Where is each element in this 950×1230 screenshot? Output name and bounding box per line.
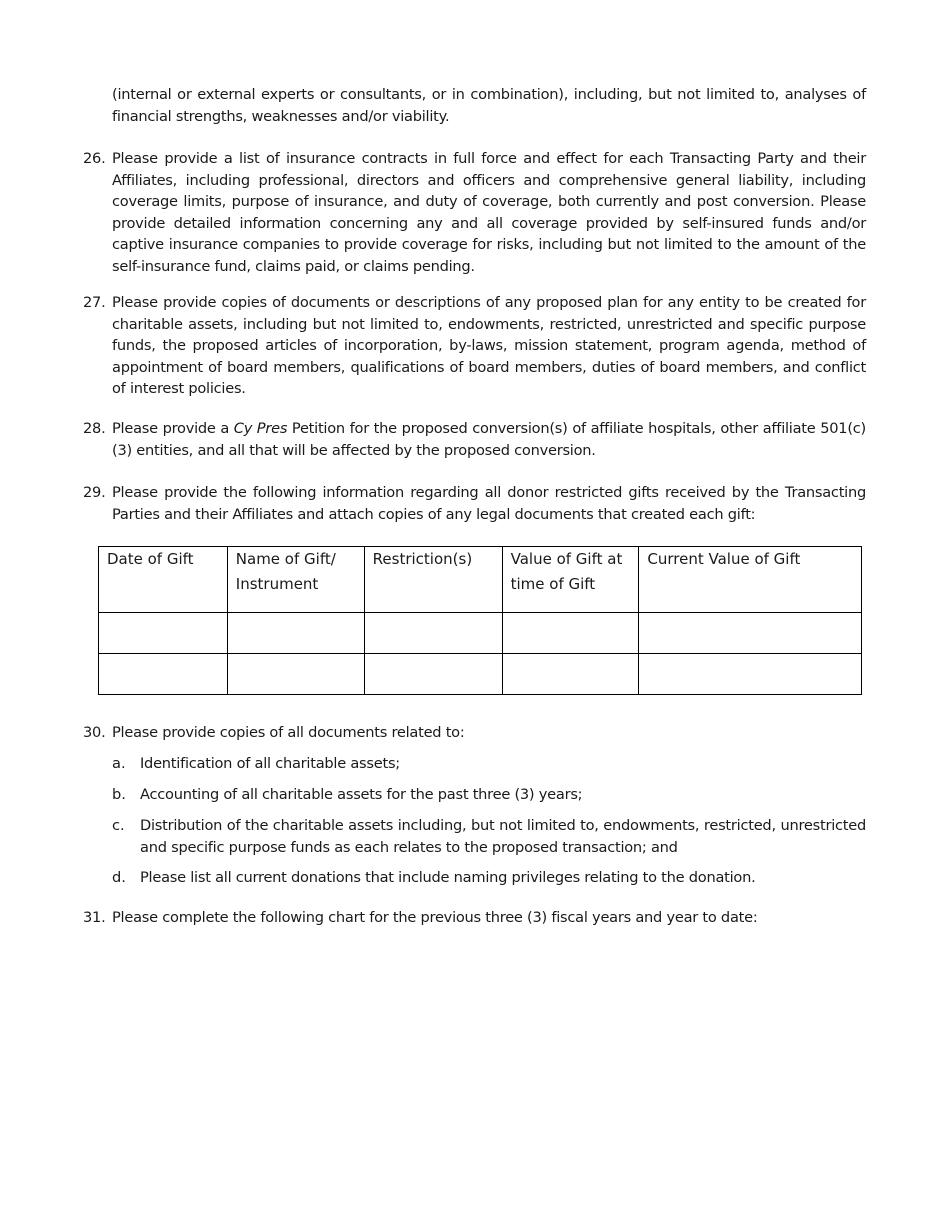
subitem-c-letter: c. bbox=[112, 817, 125, 834]
table-row bbox=[99, 613, 862, 654]
subitem-b-text: Accounting of all charitable assets for the past three (3) years; bbox=[140, 786, 583, 803]
header-value-at-time: Value of Gift at time of Gift bbox=[502, 547, 639, 613]
item-28-cy-pres: Cy Pres bbox=[233, 420, 288, 437]
item-30-number: 30. bbox=[83, 724, 106, 741]
table-cell[interactable] bbox=[364, 654, 502, 695]
item-28-text-after: Petition for the proposed conversion(s) of affiliate hospitals, other affiliate 501(c)(3) entities, and all that will be affected by the proposed conversion. bbox=[112, 420, 866, 459]
item-31-text: Please complete the following chart for the previous three (3) fiscal years and year to date: bbox=[112, 909, 758, 926]
subitem-c-text: Distribution of the charitable assets including, but not limited to, endowments, restricted, unrestricted and specific purpose funds as each relates to the proposed transaction; and bbox=[140, 817, 866, 856]
subitem-b-letter: b. bbox=[112, 786, 126, 803]
table-cell[interactable] bbox=[227, 654, 364, 695]
item-31-number: 31. bbox=[83, 909, 106, 926]
table-cell[interactable] bbox=[502, 613, 639, 654]
item-29-text: Please provide the following information regarding all donor restricted gifts received by the Transacting Parties and their Affiliates and attach copies of any legal documents that created each gift: bbox=[112, 484, 866, 523]
table-row bbox=[99, 654, 862, 695]
item-26-number: 26. bbox=[83, 150, 106, 167]
subitem-a-text: Identification of all charitable assets; bbox=[140, 755, 400, 772]
header-date-of-gift: Date of Gift bbox=[99, 547, 228, 613]
item-26-text: Please provide a list of insurance contracts in full force and effect for each Transacting Party and their Affiliates, including professional, directors and officers and comprehensive general liability, including coverage limits, purpose of insurance, and duty of coverage, both currently and post conversion. Please provide detailed information concerning any and all coverage provided by self-insured funds and/or captive insurance companies to provide coverage for risks, including but not limited to the amount of the self-insurance fund, claims paid, or claims pending. bbox=[112, 150, 866, 275]
item-28-number: 28. bbox=[83, 420, 106, 437]
subitem-d-letter: d. bbox=[112, 869, 126, 886]
header-restrictions: Restriction(s) bbox=[364, 547, 502, 613]
subitem-d-text: Please list all current donations that include naming privileges relating to the donation. bbox=[140, 869, 756, 886]
table-cell[interactable] bbox=[502, 654, 639, 695]
table-header-row bbox=[99, 547, 862, 613]
item-27-text: Please provide copies of documents or descriptions of any proposed plan for any entity to be created for charitable assets, including but not limited to, endowments, restricted, unrestricted and specific purpose funds, the proposed articles of incorporation, by-laws, mission statement, program agenda, method of appointment of board members, qualifications of board members, duties of board members, and conflict of interest policies. bbox=[112, 294, 866, 397]
table-cell[interactable] bbox=[227, 613, 364, 654]
item-30-text: Please provide copies of all documents related to: bbox=[112, 724, 465, 741]
continuation-paragraph: (internal or external experts or consultants, or in combination), including, but not limited to, analyses of financial strengths, weaknesses and/or viability. bbox=[112, 86, 866, 125]
header-current-value: Current Value of Gift bbox=[639, 547, 862, 613]
table-cell[interactable] bbox=[639, 654, 862, 695]
table-cell[interactable] bbox=[364, 613, 502, 654]
subitem-a-letter: a. bbox=[112, 755, 126, 772]
donor-gifts-table bbox=[98, 546, 862, 695]
table-cell[interactable] bbox=[639, 613, 862, 654]
item-28-text bbox=[112, 418, 866, 461]
table-cell[interactable] bbox=[99, 613, 228, 654]
item-27-number: 27. bbox=[83, 294, 106, 311]
table-cell[interactable] bbox=[99, 654, 228, 695]
header-name-of-gift: Name of Gift/ Instrument bbox=[227, 547, 364, 613]
item-29-number: 29. bbox=[83, 484, 106, 501]
item-28-text-before: Please provide a bbox=[112, 420, 234, 437]
